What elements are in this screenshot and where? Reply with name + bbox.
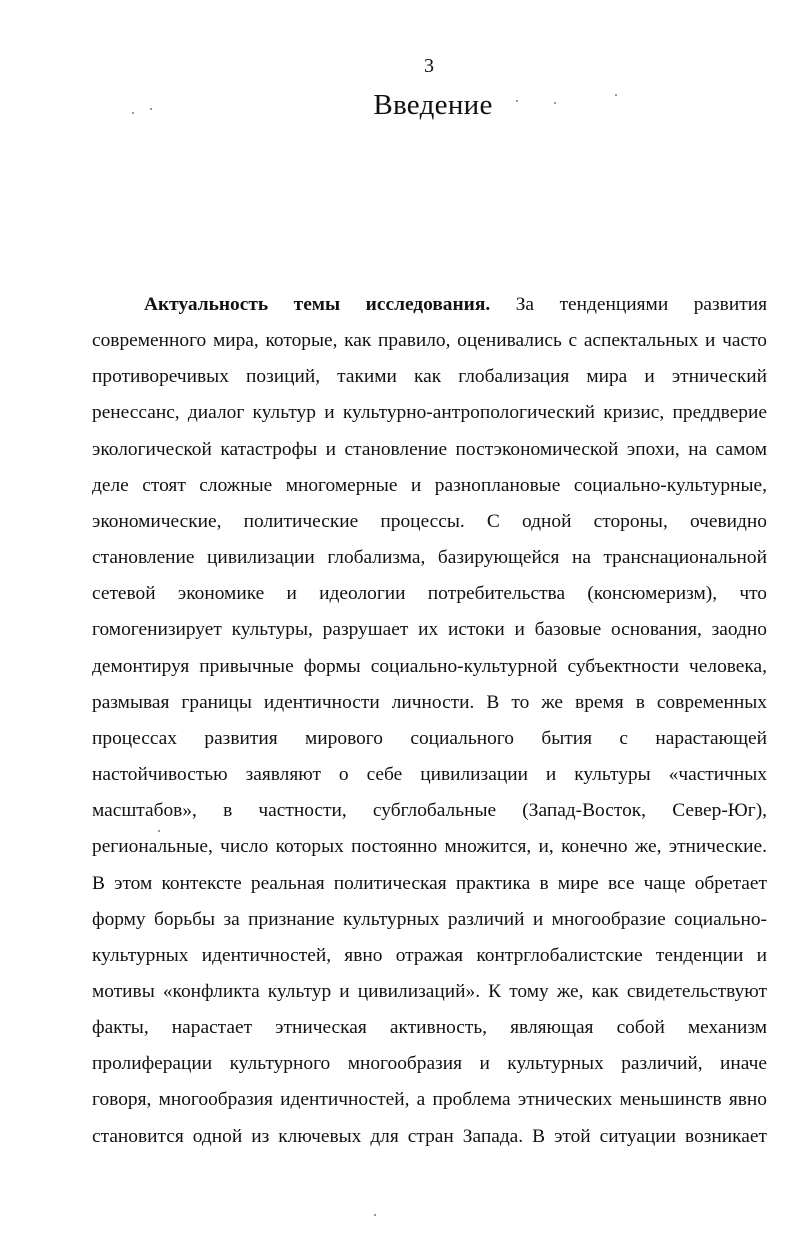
text-line: настойчивостью заявляют о себе цивилизации и культуры «частичных xyxy=(92,764,767,786)
text-line: экологической катастрофы и становление постэкономической эпохи, на самом xyxy=(92,438,767,460)
text-line: форму борьбы за признание культурных различий и многообразие социально- xyxy=(92,908,767,930)
text-line: размывая границы идентичности личности. В то же время в современных xyxy=(92,691,767,713)
text-line: пролиферации культурного многообразия и культурных различий, иначе xyxy=(92,1053,767,1075)
text-line: процессах развития мирового социального бытия с нарастающей xyxy=(92,727,767,749)
text-line: ренессанс, диалог культур и культурно-антропологический кризис, преддверие xyxy=(92,402,767,424)
text-line: экономические, политические процессы. С одной стороны, очевидно xyxy=(92,510,767,532)
page-number: 3 xyxy=(424,55,434,77)
scan-speck xyxy=(132,112,134,114)
lead-bold-text: Актуальность темы исследования. xyxy=(144,294,491,315)
scan-speck xyxy=(150,108,152,110)
text-line: гомогенизирует культуры, разрушает их истоки и базовые основания, заодно xyxy=(92,619,767,641)
body-paragraph xyxy=(92,287,767,1155)
text-line: деле стоят сложные многомерные и разноплановые социально-культурные, xyxy=(92,474,767,496)
text-line: В этом контексте реальная политическая практика в мире все чаще обретает xyxy=(92,872,767,894)
text-line: факты, нарастает этническая активность, являющая собой механизм xyxy=(92,1017,767,1039)
scan-speck xyxy=(615,94,617,96)
text-line: Актуальность темы исследования. За тенденциями развития xyxy=(144,294,767,315)
scan-speck xyxy=(554,102,556,104)
text-line: говоря, многообразия идентичностей, а проблема этнических меньшинств явно xyxy=(92,1089,767,1111)
text-line: современного мира, которые, как правило, оценивались с аспектальных и часто xyxy=(92,330,767,352)
text-line: культурных идентичностей, явно отражая контрглобалистские тенденции и xyxy=(92,944,767,966)
text-line: становление цивилизации глобализма, базирующейся на транснациональной xyxy=(92,547,767,569)
scan-speck xyxy=(374,1214,376,1216)
text-line: становится одной из ключевых для стран Запада. В этой ситуации возникает xyxy=(92,1125,767,1147)
scan-speck xyxy=(516,100,518,102)
text-line: региональные, число которых постоянно множится, и, конечно же, этнические. xyxy=(92,836,767,858)
text-line: мотивы «конфликта культур и цивилизаций». К тому же, как свидетельствуют xyxy=(92,980,767,1002)
text-line: масштабов», в частности, субглобальные (Запад-Восток, Север-Юг), xyxy=(92,800,767,822)
page-title: Введение xyxy=(373,89,493,121)
text-line: сетевой экономике и идеологии потребительства (консюмеризм), что xyxy=(92,583,767,605)
text-line: противоречивых позиций, такими как глобализация мира и этнический xyxy=(92,366,767,388)
text-line: демонтируя привычные формы социально-культурной субъектности человека, xyxy=(92,655,767,677)
